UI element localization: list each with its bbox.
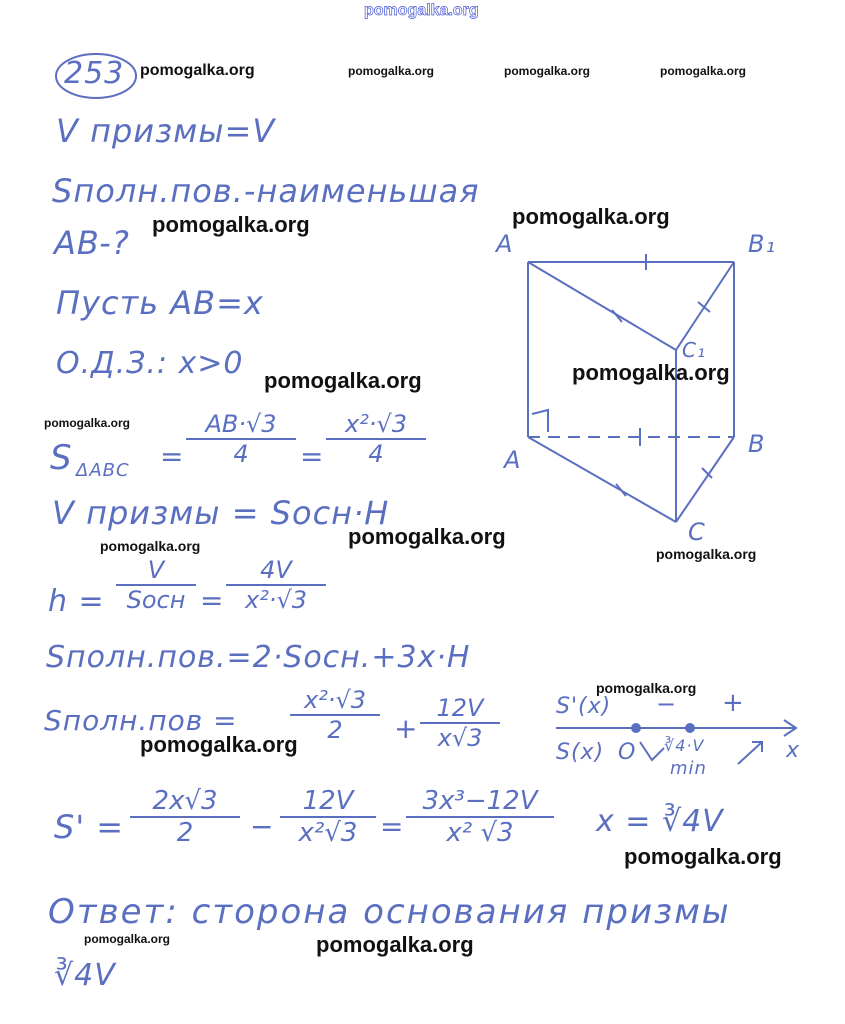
vertex-b1: B₁ (748, 230, 777, 258)
vertex-c1: C₁ (682, 338, 706, 362)
answer-value: ∛4V (54, 958, 116, 993)
watermark: pomogalka.org (140, 732, 298, 757)
let-ab-x: Пусть AB=x (56, 284, 264, 322)
watermark: pomogalka.org (596, 680, 697, 696)
given-surface: Sполн.пов.-наименьшая (52, 172, 480, 210)
watermark: pomogalka.org (152, 212, 310, 237)
watermark: pomogalka.org (316, 932, 474, 957)
watermark: pomogalka.org (348, 524, 506, 549)
fraction-x2-sqrt3-over-4: $\frac{\text{x²·√3}}{4}$ (326, 410, 426, 468)
watermark: pomogalka.org (624, 844, 782, 869)
watermark: pomogalka.org (572, 360, 730, 385)
vertex-a1: A (496, 230, 514, 258)
given-volume: V призмы=V (56, 112, 276, 150)
volume-formula: V призмы = Sосн·H (52, 494, 390, 532)
vertex-a: A (504, 446, 522, 474)
domain-condition: О.Д.З.: x>0 (56, 346, 244, 381)
watermark: pomogalka.org (504, 64, 591, 78)
plus-sign: + (394, 712, 419, 745)
prism-figure (528, 254, 734, 522)
function-label: S(x) (556, 740, 605, 765)
critical-point-label: ∛4·V (664, 736, 705, 755)
answer-text: Ответ: сторона основания призмы (48, 892, 731, 932)
s-abc-subscript: ΔABC (76, 460, 130, 481)
problem-number: 253 (64, 56, 125, 91)
watermark: pomogalka.org (264, 368, 422, 393)
watermark: pomogalka.org (348, 64, 435, 78)
derivative-left: S' = (54, 808, 125, 846)
min-label: min (670, 758, 707, 779)
full-surface-left: Sполн.пов = (44, 704, 238, 737)
watermark: pomogalka.org (656, 546, 757, 562)
equals-sign: = (380, 810, 405, 843)
x-result: x = ∛4V (596, 804, 724, 839)
zero-label: O (618, 740, 637, 765)
full-surface-formula: Sполн.пов.=2·Sосн.+3x·H (46, 640, 471, 675)
fraction-x2-sqrt3-over-2: $\frac{\text{x²·√3}}{2}$ (290, 686, 380, 744)
fraction-4v-over-x2-sqrt3: $\frac{4V}{\text{x²·√3}}$ (226, 556, 326, 614)
watermark: pomogalka.org (660, 64, 747, 78)
watermark: pomogalka.org (44, 416, 131, 430)
fraction-ab-sqrt3-over-4: $\frac{AB\cdot√3}{4}$ (186, 410, 296, 468)
watermark: pomogalka.org (512, 204, 670, 229)
derivative-label: S'(x) (556, 694, 612, 719)
plus-sign: + (722, 688, 745, 718)
fraction-2x-sqrt3-over-2: $\frac{2x√3}{2}$ (130, 786, 240, 848)
watermark: pomogalka.org (140, 62, 255, 79)
fraction-12v-over-x-sqrt3: $\frac{12V}{x√3}$ (420, 694, 500, 752)
minus-sign: − (250, 810, 275, 843)
fraction-12v-over-x2-sqrt3: $\frac{12V}{\text{x²√3}}$ (280, 786, 376, 848)
height-symbol: h = (48, 584, 105, 619)
watermark: pomogalka.org (100, 538, 201, 554)
vertex-c: C (688, 518, 706, 546)
s-abc-symbol: S (50, 438, 73, 478)
equals-sign: = (200, 584, 225, 617)
equals-sign: = (160, 440, 185, 473)
minus-sign: − (656, 690, 678, 718)
axis-x-label: x (786, 738, 801, 763)
vertex-b: B (748, 430, 766, 458)
equals-sign: = (300, 440, 325, 473)
watermark: pomogalka.org (84, 932, 171, 946)
fraction-3x3-minus-12v: $\frac{\text{3x³−12V}}{\text{x² √3}}$ (406, 786, 554, 848)
find-ab: AB-? (54, 224, 130, 262)
fraction-v-over-sbase: V Sосн (116, 556, 196, 614)
site-header-watermark: pomogalka.org (364, 2, 479, 19)
